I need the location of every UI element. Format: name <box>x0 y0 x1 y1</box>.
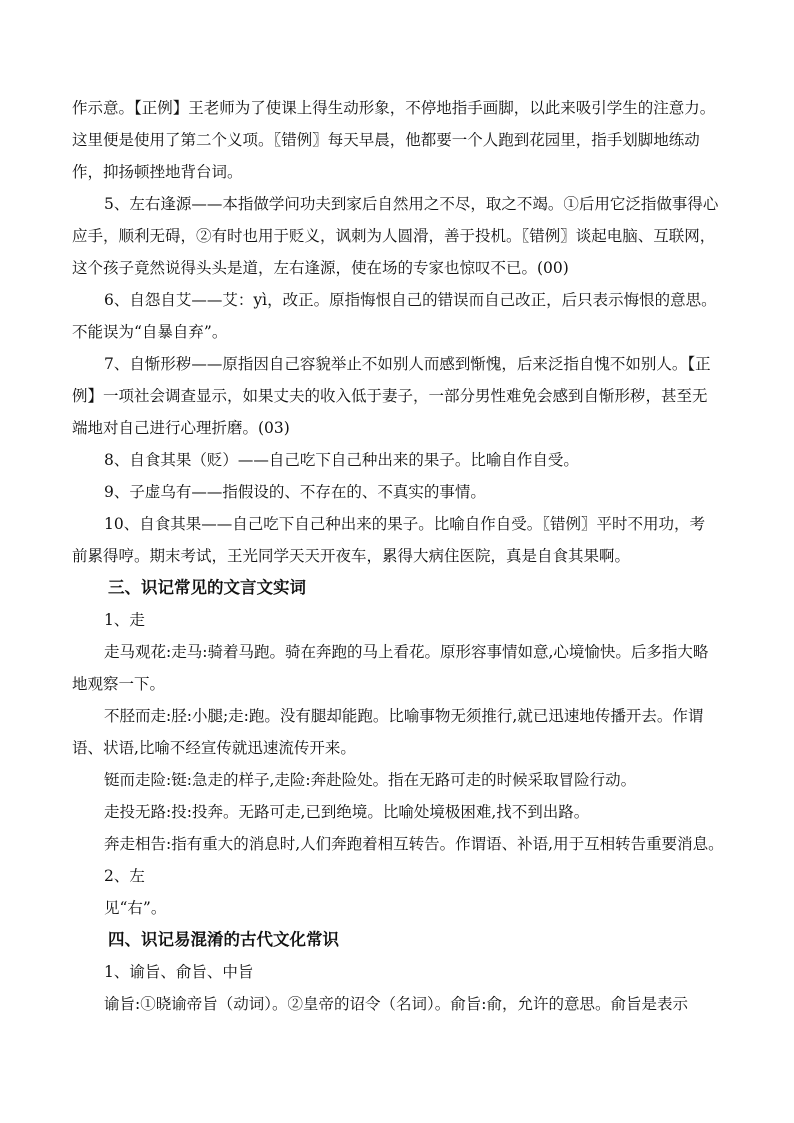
paragraph-line: 5、左右逢源——本指做学问功夫到家后自然用之不尽，取之不竭。①后用它泛指做事得心 <box>104 195 719 213</box>
paragraph-line: 谕旨:①晓谕帝旨（动词）。②皇帝的诏令（名词）。俞旨:俞，允许的意思。俞旨是表示 <box>104 995 688 1013</box>
paragraph-line: 6、自怨自艾——艾：yì，改正。原指悔恨自己的错误而自己改正，后只表示悔恨的意思。 <box>104 291 717 309</box>
paragraph-line: 走投无路:投:投奔。无路可走,已到绝境。比喻处境极困难,找不到出路。 <box>104 803 590 821</box>
paragraph-line: 作示意。【正例】王老师为了使课上得生动形象，不停地指手画脚，以此来吸引学生的注意力。 <box>72 99 716 117</box>
paragraph-line: 这个孩子竟然说得头头是道，左右逢源，使在场的专家也惊叹不已。(00) <box>72 259 569 277</box>
paragraph-line: 语、状语,比喻不经宣传就迅速流传开来。 <box>72 739 356 757</box>
paragraph-line: 1、走 <box>104 611 145 629</box>
section-heading: 三、识记常见的文言文实词 <box>108 578 306 597</box>
paragraph-line: 应手，顺利无碍，②有时也用于贬义，讽刺为人圆滑，善于投机。〖错例〗谈起电脑、互联网， <box>72 227 716 245</box>
paragraph-line: 端地对自己进行心理折磨。(03) <box>72 419 290 437</box>
paragraph-line: 不胫而走:胫:小腿;走:跑。没有腿却能跑。比喻事物无须推行,就已迅速地传播开去。作谓 <box>104 707 704 725</box>
paragraph-line: 地观察一下。 <box>72 675 166 693</box>
paragraph-line: 例】一项社会调查显示，如果丈夫的收入低于妻子，一部分男性难免会感到自惭形秽，甚至无 <box>72 387 708 405</box>
paragraph-line: 走马观花:走马:骑着马跑。骑在奔跑的马上看花。原形容事情如意,心境愉快。后多指大略 <box>104 643 709 661</box>
paragraph-line: 9、子虚乌有——指假设的、不存在的、不真实的事情。 <box>104 483 486 501</box>
paragraph-line: 前累得哼。期末考试，王光同学天天开夜车，累得大病住医院，真是自食其果啊。 <box>72 547 631 565</box>
paragraph-line: 见“右”。 <box>104 899 167 917</box>
paragraph-line: 7、自惭形秽——原指因自己容貌举止不如别人而感到惭愧，后来泛指自愧不如别人。【正 <box>104 355 711 373</box>
paragraph-line: 奔走相告:指有重大的消息时,人们奔跑着相互转告。作谓语、补语,用于互相转告重要消息。 <box>104 835 724 853</box>
paragraph-line: 1、谕旨、俞旨、中旨 <box>104 963 254 981</box>
paragraph-line: 2、左 <box>104 867 145 885</box>
paragraph-line: 8、自食其果（贬）——自己吃下自己种出来的果子。比喻自作自受。 <box>104 451 579 469</box>
paragraph-line: 铤而走险:铤:急走的样子,走险:奔赴险处。指在无路可走的时候采取冒险行动。 <box>104 771 637 789</box>
paragraph-line: 不能误为“自暴自弃”。 <box>72 323 228 341</box>
section-heading: 四、识记易混淆的古代文化常识 <box>108 930 339 949</box>
paragraph-line: 这里便是使用了第二个义项。〖错例〗每天早晨，他都要一个人跑到花园里，指手划脚地练动 <box>72 131 700 149</box>
paragraph-line: 作，抑扬顿挫地背台词。 <box>72 163 243 181</box>
paragraph-line: 10、自食其果——自己吃下自己种出来的果子。比喻自作自受。〖错例〗平时不用功，考 <box>104 515 705 533</box>
